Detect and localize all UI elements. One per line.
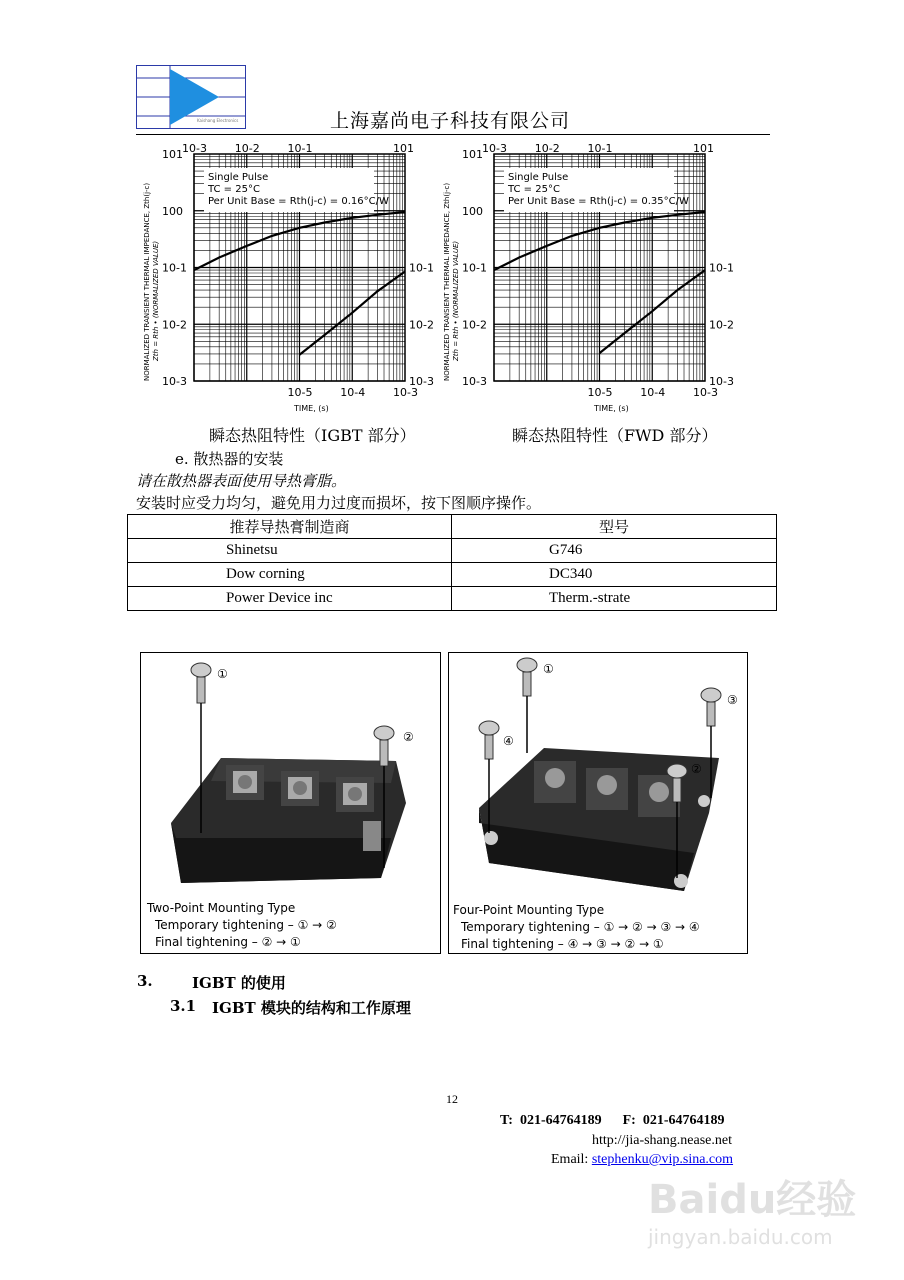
bottom-tick-label: 10-4	[640, 386, 666, 399]
legend-text: Per Unit Base = Rth(j-c) = 0.35°C/W	[508, 196, 689, 207]
footer-email	[551, 1152, 733, 1168]
section-3-title: IGBT 的使用	[192, 974, 286, 992]
table-cell: DC340	[452, 563, 777, 587]
header-rule	[136, 134, 770, 135]
y-axis-label-2: Zth = Rth • (NORMALIZED VALUE)	[452, 240, 460, 361]
table-header-row	[128, 515, 777, 539]
top-tick-label: 101	[693, 142, 714, 155]
bottom-tick-label: 10-3	[693, 386, 718, 399]
right-tick-label: 10-1	[709, 261, 734, 275]
footer-email-link[interactable]: stephenku@vip.sina.com	[591, 1152, 734, 1167]
section-3-1-title: IGBT 模块的结构和工作原理	[212, 999, 411, 1017]
marker-3: ③	[727, 693, 738, 707]
chart-igbt	[140, 140, 440, 420]
table-row	[128, 587, 777, 611]
bottom-tick-label: 10-5	[287, 386, 313, 399]
right-tick-label: 10-1	[409, 261, 434, 275]
chart-fwd	[440, 140, 744, 420]
section-e-line2: 安装时应受力均匀，避免用力过度而损坏，按下图顺序操作。	[136, 494, 542, 512]
marker-2: ②	[403, 730, 414, 744]
company-name: 上海嘉尚电子科技有限公司	[330, 110, 571, 132]
chart-caption-igbt: 瞬态热阻特性（IGBT 部分）	[209, 426, 416, 445]
four-point-mounting-figure	[448, 652, 748, 954]
footer-phone: T: 021-64764189 F: 021-64764189	[500, 1113, 725, 1128]
left-tick-label: 100	[162, 204, 183, 218]
watermark-logo: Baidu经验	[648, 1177, 857, 1223]
top-tick-label: 10-1	[587, 142, 613, 155]
top-tick-label: 10-3	[182, 142, 207, 155]
two-point-mounting-figure	[140, 652, 441, 954]
legend-text: TC = 25°C	[208, 184, 260, 195]
table-cell: Dow corning	[128, 563, 452, 587]
bottom-tick-label: 10-4	[340, 386, 366, 399]
legend-text: Single Pulse	[208, 172, 269, 183]
marker-1: ①	[543, 662, 554, 676]
section-3-number: 3.	[137, 972, 153, 990]
table-cell: Therm.-strate	[452, 587, 777, 611]
right-tick-label: 10-2	[709, 318, 734, 332]
legend-text: TC = 25°C	[508, 184, 560, 195]
left-tick-label: 10-1	[462, 261, 487, 275]
section-3-1-number: 3.1	[170, 997, 197, 1015]
left-tick-label: 100	[462, 204, 483, 218]
four-point-final: Final tightening – ④ → ③ → ② → ①	[461, 937, 664, 951]
right-tick-label: 10-3	[409, 375, 434, 388]
right-tick-label: 10-2	[409, 318, 434, 332]
right-tick-label: 10-3	[709, 375, 734, 388]
y-axis-label: NORMALIZED TRANSIENT THERMAL IMPEDANCE, Zth(j-c)	[143, 182, 151, 381]
two-point-title: Two-Point Mounting Type	[147, 901, 296, 915]
section-e-heading: e. 散热器的安装	[175, 450, 284, 468]
table-header-maker: 推荐导热膏制造商	[128, 515, 452, 539]
legend-text: Single Pulse	[508, 172, 569, 183]
four-point-title: Four-Point Mounting Type	[453, 903, 605, 917]
chart-caption-fwd: 瞬态热阻特性（FWD 部分）	[512, 426, 718, 445]
left-tick-label: 10-2	[462, 318, 487, 332]
four-point-temp: Temporary tightening – ① → ② → ③ → ④	[461, 920, 700, 934]
legend-text: Per Unit Base = Rth(j-c) = 0.16°C/W	[208, 196, 389, 207]
top-tick-label: 10-2	[234, 142, 260, 155]
company-logo	[136, 65, 246, 129]
table-header-model: 型号	[452, 515, 777, 539]
watermark-url: jingyan.baidu.com	[648, 1225, 833, 1249]
two-point-temp: Temporary tightening – ① → ②	[155, 918, 337, 932]
y-axis-label: NORMALIZED TRANSIENT THERMAL IMPEDANCE, Zth(j-c)	[443, 182, 451, 381]
left-tick-label: 10-3	[162, 375, 187, 388]
table-cell: Power Device inc	[128, 587, 452, 611]
top-tick-label: 10-2	[534, 142, 560, 155]
top-tick-label: 10-3	[482, 142, 507, 155]
footer-website: http://jia-shang.nease.net	[592, 1133, 732, 1148]
table-cell: G746	[452, 539, 777, 563]
top-tick-label: 101	[393, 142, 414, 155]
x-axis-label: TIME, (s)	[594, 404, 629, 413]
marker-2: ②	[691, 762, 702, 776]
table-row	[128, 539, 777, 563]
section-e-line1: 请在散热器表面使用导热膏脂。	[136, 472, 347, 490]
left-tick-label: 101	[162, 148, 183, 161]
two-point-final: Final tightening – ② → ①	[155, 935, 301, 949]
logo-label: Kaishang Electronics	[197, 118, 239, 123]
left-tick-label: 10-2	[162, 318, 187, 332]
y-axis-label-2: Zth = Rth • (NORMALIZED VALUE)	[152, 240, 160, 361]
baidu-watermark	[648, 1168, 856, 1249]
table-cell: Shinetsu	[128, 539, 452, 563]
top-tick-label: 10-1	[287, 142, 313, 155]
left-tick-label: 10-3	[462, 375, 487, 388]
table-row	[128, 563, 777, 587]
footer-email-label: Email:	[551, 1152, 592, 1167]
x-axis-label: TIME, (s)	[294, 404, 329, 413]
marker-1: ①	[217, 667, 228, 681]
marker-4: ④	[503, 734, 514, 748]
page-number: 12	[446, 1092, 458, 1106]
bottom-tick-label: 10-3	[393, 386, 418, 399]
bottom-tick-label: 10-5	[587, 386, 613, 399]
left-tick-label: 101	[462, 148, 483, 161]
left-tick-label: 10-1	[162, 261, 187, 275]
grease-table	[127, 514, 777, 611]
